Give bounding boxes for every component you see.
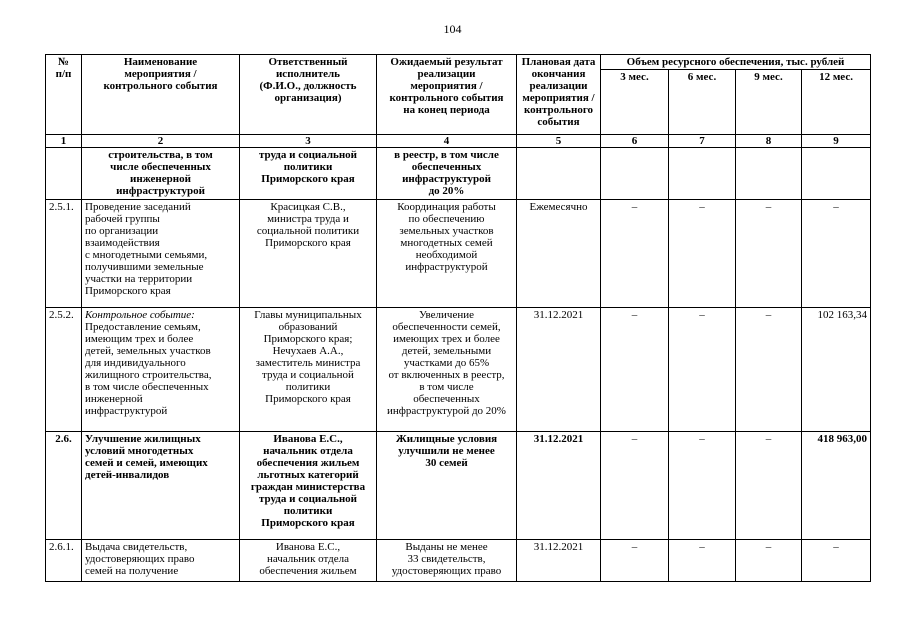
col-number: 3 <box>240 135 377 148</box>
header-executor: Ответственный исполнитель (Ф.И.О., должность организация) <box>240 55 377 135</box>
row-date: Ежемесячно <box>517 200 601 308</box>
row-m12: 418 963,00 <box>802 432 871 540</box>
column-number-row <box>46 135 871 148</box>
row-result: Жилищные условия улучшили не менее 30 семей <box>377 432 517 540</box>
row-executor: труда и социальной политики Приморского края <box>240 148 377 200</box>
row-num: 2.5.1. <box>46 200 82 308</box>
row-m9: – <box>736 540 802 582</box>
table-row <box>46 308 871 432</box>
row-m3: – <box>601 432 669 540</box>
col-number: 5 <box>517 135 601 148</box>
row-executor: Красицкая С.В., министра труда и социальной политики Приморского края <box>240 200 377 308</box>
row-m6: – <box>669 432 736 540</box>
row-m6: – <box>669 200 736 308</box>
row-name: Улучшение жилищных условий многодетных семей и семей, имеющих детей-инвалидов <box>82 432 240 540</box>
row-m6 <box>669 148 736 200</box>
row-m3: – <box>601 308 669 432</box>
header-row-top <box>46 55 871 70</box>
page-number: 104 <box>443 22 462 36</box>
header-name: Наименование мероприятия / контрольного события <box>82 55 240 135</box>
row-m6: – <box>669 308 736 432</box>
row-name-cell <box>82 308 240 432</box>
action-plan-table <box>45 54 871 582</box>
row-num: 2.5.2. <box>46 308 82 432</box>
row-name: Проведение заседаний рабочей группы по организации взаимодействия с многодетными семьями, получившими земельные участки на территории Приморского края <box>82 200 240 308</box>
row-m9: – <box>736 432 802 540</box>
table-row <box>46 148 871 200</box>
col-number: 7 <box>669 135 736 148</box>
header-date: Плановая дата окончания реализации мероприятия / контрольного события <box>517 55 601 135</box>
row-m12: – <box>802 200 871 308</box>
row-num <box>46 148 82 200</box>
row-result: Выданы не менее 33 свидетельств, удостоверяющих право <box>377 540 517 582</box>
row-m9: – <box>736 308 802 432</box>
header-num: № п/п <box>46 55 82 135</box>
row-m9: – <box>736 200 802 308</box>
row-date: 31.12.2021 <box>517 540 601 582</box>
row-m3: – <box>601 200 669 308</box>
header-m12: 12 мес. <box>802 70 871 135</box>
col-number: 6 <box>601 135 669 148</box>
row-date <box>517 148 601 200</box>
row-executor: Главы муниципальных образований Приморского края; Нечухаев А.А., заместитель министра труда и социальной политики Приморского края <box>240 308 377 432</box>
col-number: 9 <box>802 135 871 148</box>
table-row <box>46 540 871 582</box>
row-m3: – <box>601 540 669 582</box>
header-result: Ожидаемый результат реализации мероприятия / контрольного события на конец периода <box>377 55 517 135</box>
row-date: 31.12.2021 <box>517 308 601 432</box>
header-m9: 9 мес. <box>736 70 802 135</box>
header-m6: 6 мес. <box>669 70 736 135</box>
row-name: строительства, в том числе обеспеченных инженерной инфраструктурой <box>82 148 240 200</box>
row-num: 2.6.1. <box>46 540 82 582</box>
header-resources: Объем ресурсного обеспечения, тыс. рублей <box>601 55 871 70</box>
row-result: Увеличение обеспеченности семей, имеющих трех и более детей, земельными участками до 65% от включенных в реестр, в том числе обеспеченных инфраструктурой до 20% <box>377 308 517 432</box>
row-m3 <box>601 148 669 200</box>
col-number: 2 <box>82 135 240 148</box>
row-m9 <box>736 148 802 200</box>
row-name: Предоставление семьям, имеющим трех и более детей, земельных участков для индивидуального жилищного строительства, в том числе обеспеченных инженерной инфраструктурой <box>85 321 212 417</box>
col-number: 8 <box>736 135 802 148</box>
row-m6: – <box>669 540 736 582</box>
row-num: 2.6. <box>46 432 82 540</box>
row-executor: Иванова Е.С., начальник отдела обеспечения жильем льготных категорий граждан министерства труда и социальной политики Приморского края <box>240 432 377 540</box>
table-row <box>46 200 871 308</box>
col-number: 4 <box>377 135 517 148</box>
row-name: Выдача свидетельств, удостоверяющих право семей на получение <box>82 540 240 582</box>
control-event-label: Контрольное событие: <box>85 309 195 321</box>
row-date: 31.12.2021 <box>517 432 601 540</box>
header-m3: 3 мес. <box>601 70 669 135</box>
row-result: Координация работы по обеспечению земельных участков многодетных семей необходимой инфраструктурой <box>377 200 517 308</box>
row-m12 <box>802 148 871 200</box>
table-row <box>46 432 871 540</box>
row-executor: Иванова Е.С., начальник отдела обеспечения жильем <box>240 540 377 582</box>
col-number: 1 <box>46 135 82 148</box>
row-result: в реестр, в том числе обеспеченных инфраструктурой до 20% <box>377 148 517 200</box>
row-m12: – <box>802 540 871 582</box>
row-m12: 102 163,34 <box>802 308 871 432</box>
